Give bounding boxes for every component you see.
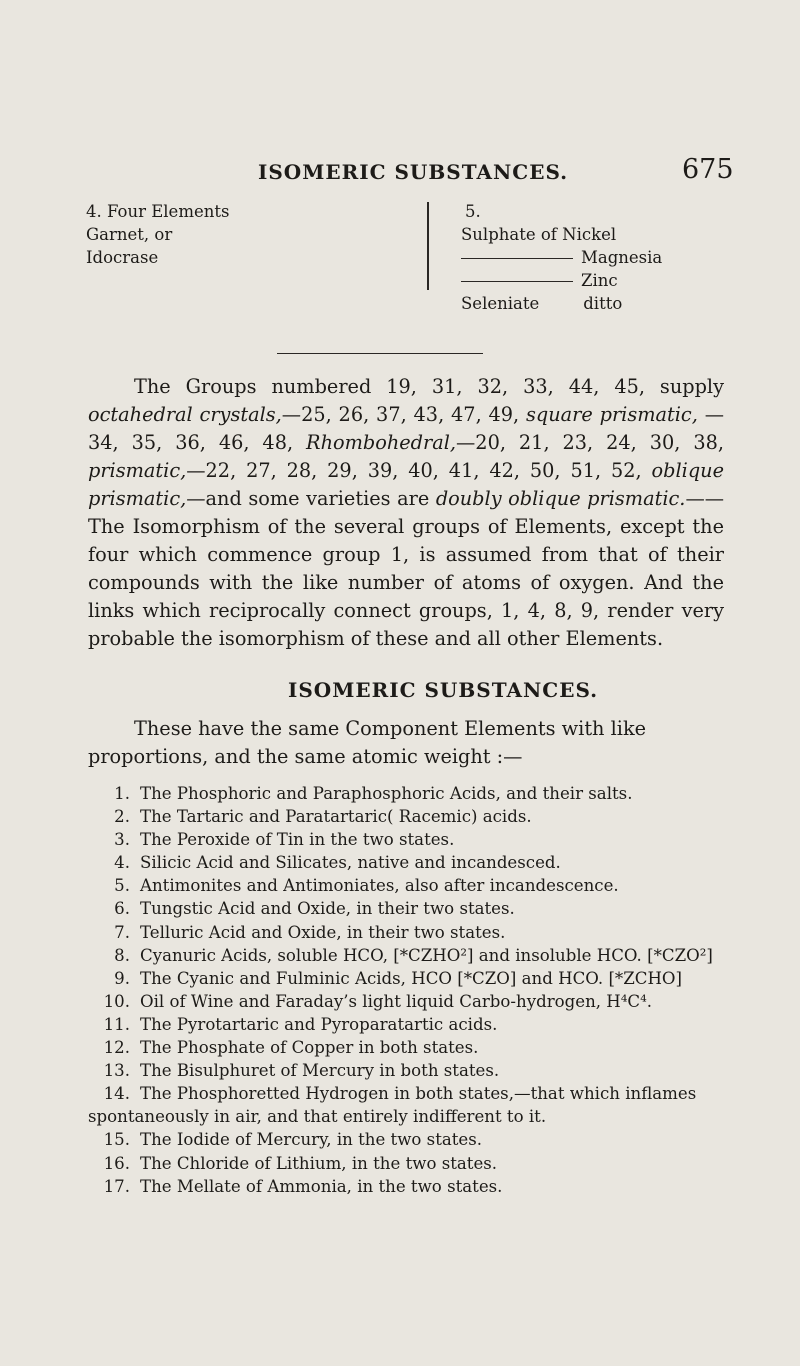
item-number: 4.	[114, 853, 130, 873]
text-run: —34, 35, 36, 46, 48,	[88, 403, 724, 454]
item-number: 13.	[103, 1061, 130, 1081]
item-text: Telluric Acid and Oxide, in their two states.	[140, 922, 506, 942]
groups-paragraph-text	[88, 373, 724, 653]
list-item	[88, 944, 768, 967]
group-5-row	[461, 246, 781, 269]
ditto-dash	[461, 258, 573, 259]
item-text: The Chloride of Lithium, in the two states.	[140, 1153, 498, 1173]
item-number: 1.	[114, 784, 130, 803]
item-text: The Bisulphuret of Mercury in both states.	[140, 1061, 500, 1081]
item-text: The Phosphoric and Paraphosphoric Acids, and their salts.	[140, 784, 633, 803]
list-item	[88, 1059, 768, 1082]
text-run: The Groups numbered 19, 31, 32, 33, 44, 45, supply	[134, 375, 724, 398]
text-run: —22, 27, 28, 29, 39, 40, 41, 42, 50, 51, 52,	[186, 459, 652, 482]
italic-run: Rhombohedral,	[306, 431, 457, 454]
page-number: 675	[682, 154, 734, 185]
group-5-line: Seleniate	[461, 294, 540, 313]
group-5-line: Sulphate of Nickel	[461, 225, 617, 244]
isomorphous-group-table	[0, 200, 800, 340]
group-5-ditto: ditto	[583, 294, 623, 313]
list-item	[88, 1175, 768, 1198]
group-4-heading: 4. Four Elements	[86, 202, 230, 221]
text-run: —20, 21, 23, 24, 30, 38,	[456, 431, 724, 454]
section-title: ISOMERIC SUBSTANCES.	[288, 678, 599, 702]
item-text: The Iodide of Mercury, in the two states.	[140, 1130, 483, 1150]
list-item	[88, 1128, 768, 1151]
list-item	[88, 1013, 768, 1036]
list-item	[88, 782, 768, 805]
list-item	[88, 921, 768, 944]
group-5-line: Magnesia	[581, 248, 663, 267]
item-text: The Pyrotartaric and Pyroparatartic acids.	[140, 1014, 498, 1034]
group-5-column	[461, 200, 781, 315]
italic-run: prismatic,	[88, 459, 187, 482]
group-5-heading	[461, 200, 781, 223]
item-continuation: spontaneously in air, and that entirely indifferent to it.	[88, 1107, 547, 1127]
item-text: The Mellate of Ammonia, in the two states.	[140, 1176, 503, 1196]
item-text: The Phosphate of Copper in both states.	[140, 1038, 479, 1058]
item-number: 15.	[103, 1130, 130, 1150]
group-5-row	[461, 269, 781, 292]
group-5-row	[461, 223, 781, 246]
group-4-line: Idocrase	[86, 248, 159, 267]
item-text: Oil of Wine and Faraday’s light liquid Carbo-hydrogen, H⁴C⁴.	[140, 991, 653, 1011]
item-text: The Cyanic and Fulminic Acids, HCO [*CZO] and HCO. [*ZCHO]	[140, 968, 683, 988]
ditto-dash	[461, 281, 573, 282]
groups-paragraph	[88, 373, 724, 653]
item-text: Cyanuric Acids, soluble HCO, [*CZHO²] and insoluble HCO. [*CZO²]	[140, 945, 713, 965]
column-divider	[427, 202, 429, 290]
list-item	[88, 874, 768, 897]
running-title: ISOMERIC SUBSTANCES.	[258, 160, 569, 184]
section-rule	[277, 353, 483, 354]
item-number: 3.	[114, 830, 130, 850]
section-intro-text: These have the same Component Elements with like proportions, and the same atomic weight :—	[88, 717, 647, 768]
group-5-row	[461, 292, 781, 315]
item-number: 10.	[103, 991, 130, 1011]
italic-run: octahedral crystals,	[88, 403, 282, 426]
italic-run: doubly oblique prismatic.	[435, 487, 686, 510]
group-4-line: Garnet, or	[86, 225, 173, 244]
item-text: Silicic Acid and Silicates, native and incandesced.	[140, 853, 561, 873]
item-number: 11.	[103, 1014, 130, 1034]
item-number: 2.	[114, 807, 130, 827]
text-run: —and some varieties are	[186, 487, 436, 510]
item-number: 7.	[114, 922, 130, 942]
section-intro	[88, 715, 724, 771]
item-number: 12.	[103, 1038, 130, 1058]
list-item	[88, 967, 768, 990]
list-item	[88, 805, 768, 828]
item-text: The Peroxide of Tin in the two states.	[140, 830, 455, 850]
list-item	[88, 1082, 768, 1128]
item-text: The Phosphoretted Hydrogen in both states,—that which inflames	[140, 1084, 697, 1104]
group-5-line: Zinc	[581, 271, 618, 290]
page-header	[0, 154, 800, 190]
item-number: 14.	[103, 1084, 130, 1104]
group-4-column	[86, 200, 229, 269]
italic-run: square prismatic,	[526, 403, 698, 426]
item-text: The Tartaric and Paratartaric( Racemic) acids.	[140, 807, 532, 827]
italic-run: oblique prismatic,	[88, 459, 724, 510]
list-item	[88, 1036, 768, 1059]
list-item	[88, 828, 768, 851]
item-text: Antimonites and Antimoniates, also after incandescence.	[140, 876, 619, 896]
item-number: 6.	[114, 899, 130, 919]
text-run: —25, 26, 37, 43, 47, 49,	[281, 403, 527, 426]
item-number: 16.	[103, 1153, 130, 1173]
isomeric-list	[88, 782, 768, 1198]
list-item	[88, 1152, 768, 1175]
item-number: 9.	[114, 968, 130, 988]
text-run: —— The Isomorphism of the several groups of Elements, except the four which commence group 1, is assumed from that of their compounds with the like number of atoms of oxygen. And the links which reciprocally connect groups, 1, 4, 8, 9, render very probable the isomorphism of these and all other Elements.	[88, 487, 724, 650]
list-item	[88, 851, 768, 874]
item-number: 5.	[114, 876, 130, 896]
group-5-number: 5.	[465, 202, 481, 221]
list-item	[88, 990, 768, 1013]
item-number: 8.	[114, 945, 130, 965]
list-item	[88, 897, 768, 920]
item-number: 17.	[103, 1176, 130, 1196]
item-text: Tungstic Acid and Oxide, in their two states.	[140, 899, 515, 919]
